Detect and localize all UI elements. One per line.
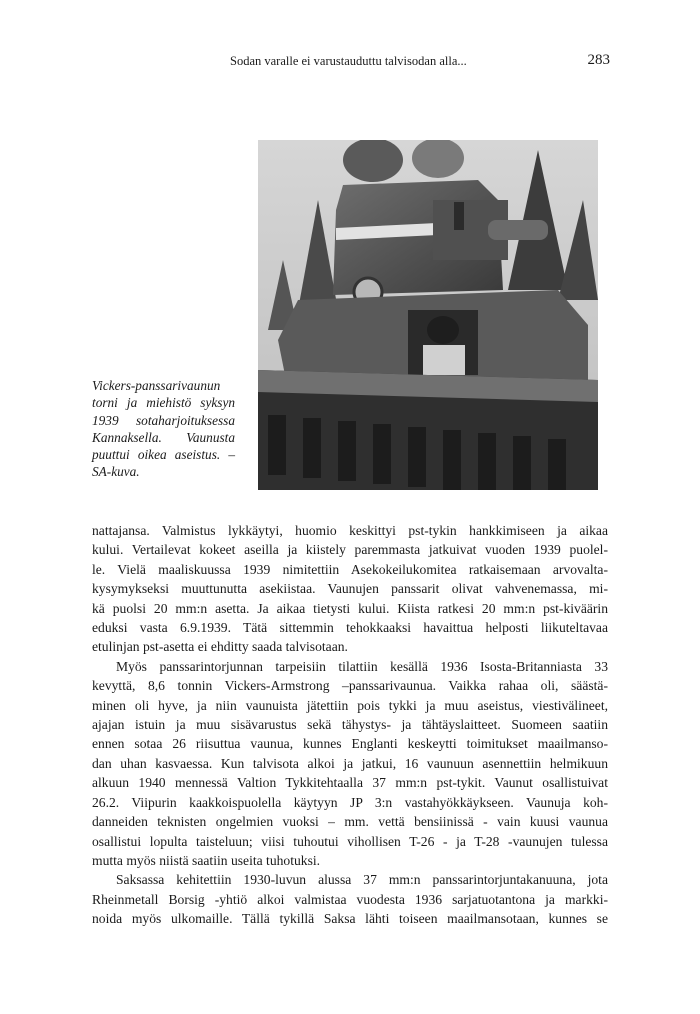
text-line: dan uhan kasvaessa. Kun talvisota alkoi ja jatkui, 16 vaunuun asennettiin helmikuun (92, 755, 608, 771)
text-line: kului. Vertailevat kokeet aseilla ja kiistely paremmasta jatkuivat vuoden 1939 puolel- (92, 542, 608, 558)
text-line: eduksi vasta 6.9.1939. Tätä sittemmin tehokkaaksi havaittua helposti liikuteltavaa (92, 620, 608, 636)
running-title: Sodan varalle ei varustauduttu talvisodan alla... (230, 54, 467, 68)
text-line: Saksassa kehitettiin 1930-luvun alussa 37 mm:n panssarintorjuntakanuuna, jota (116, 872, 608, 888)
text-line: minen oli hyve, ja niin vaunuista jätettiin pois tykki ja muu aseistus, viestivälineet, (92, 697, 608, 713)
caption-line: Vickers-panssarivaunun (92, 378, 221, 393)
text-line: kä puolsi 20 mm:n asetta. Ja aikaa tietysti kului. Kiista ratkesi 20 mm:n pst-kiväärin (92, 600, 608, 616)
page-number: 283 (587, 52, 610, 68)
text-line: kysymykseksi muuttunutta asekiistaa. Vaunujen panssarit olivat vahvenemassa, mi- (92, 581, 608, 597)
paragraph-1 (92, 521, 608, 657)
text-line: nattajansa. Valmistus lykkäytyi, huomio keskittyi pst-tykin hankkimiseen ja aikaa (92, 523, 608, 538)
text-line: kevyttä, 8,6 tonnin Vickers-Armstrong –panssarivaunua. Vaikka rahaa oli, säästä- (92, 678, 608, 694)
text-line: etulinjan pst-asetta ei ehditty saada talvisotaan. (92, 639, 348, 655)
caption-line: puuttui oikea aseistus. – (92, 447, 235, 463)
tank-photograph (258, 140, 598, 490)
text-line: Rheinmetall Borsig -yhtiö alkoi valmistaa vuodesta 1936 sarjatuotantona ja markki- (92, 891, 608, 907)
body-text (92, 521, 608, 929)
photo-caption (92, 377, 235, 481)
text-line: ennen sotaa 26 riisuttua vaunua, kunnes Englanti keskeytti toimitukset maailmanso- (92, 736, 608, 752)
caption-line: Kannaksella. Vaunusta (92, 429, 235, 445)
caption-line: torni ja miehistö syksyn (92, 395, 235, 411)
text-line: le. Vielä maaliskuussa 1939 nimitettiin Asekokeilukomitea ratkaisemaan arvovalta- (92, 561, 608, 577)
text-line: ajajan istuin ja muu sisävarustus sekä tähystys- ja tähtäyslaitteet. Suomeen saatiin (92, 717, 608, 733)
text-line: mutta myös niistä saatiin useita tuhotuksi. (92, 852, 321, 868)
text-line: noida myös ulkomaille. Tällä tykillä Saksa lähti toiseen maailmansotaan, kunnes se (92, 911, 608, 927)
text-line: osallistui lopulta taisteluun; viisi tuhoutui vihollisen T-26 - ja T-28 -vaunujen tulessa (92, 833, 608, 849)
text-line: danneiden teknisten ongelmien vuoksi – mm. vettä bensiinissä - vain kuusi vaunua (92, 814, 608, 830)
tank-photo-illustration (258, 140, 598, 490)
text-line: Myös panssarintorjunnan tarpeisiin tilattiin kesällä 1936 Isosta-Britanniasta 33 (116, 658, 608, 674)
paragraph-2 (92, 657, 608, 870)
text-line: 26.2. Viipurin kaakkoispuolella käytyyn JP 3:n vastahyökkäykseen. Vaunuja koh- (92, 794, 608, 810)
caption-line: 1939 sotaharjoituksessa (92, 412, 235, 428)
text-line: alkuun 1940 mennessä Valtion Tykkitehtaalla 37 mm:n pst-tykit. Vaunut osallistuivat (92, 775, 608, 791)
caption-line: SA-kuva. (92, 464, 140, 480)
paragraph-3 (92, 870, 608, 928)
